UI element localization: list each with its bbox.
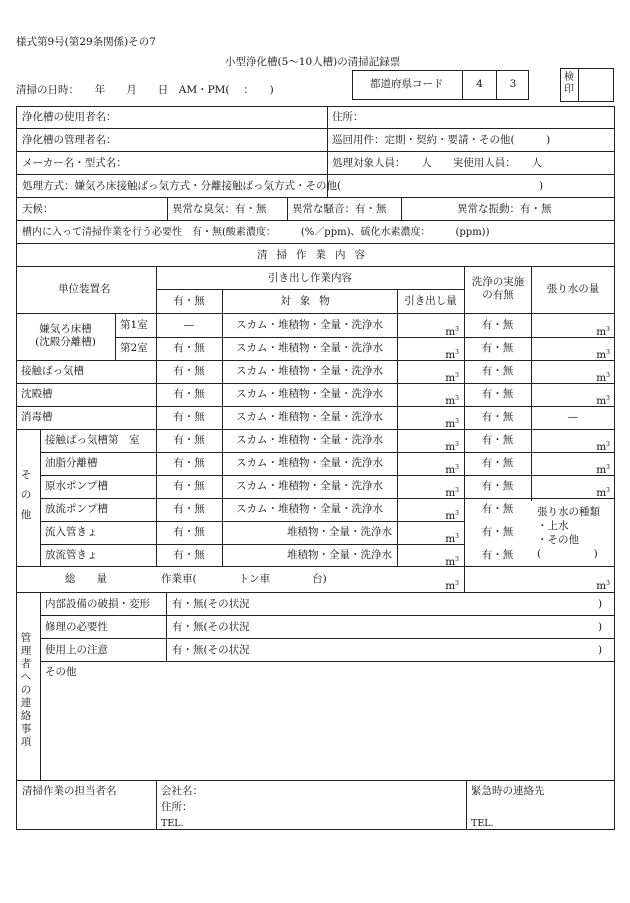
emergency-contact-label: 緊急時の連絡先	[471, 785, 545, 797]
form-id: 様式第9号(第29条関係)その7	[16, 36, 156, 48]
col-fill-header: 張り水の量	[546, 283, 600, 295]
emergency-tel-field[interactable]: TEL.	[471, 818, 494, 829]
row-10-amount-unit[interactable]: $m^3$	[445, 533, 459, 545]
row-4-wash[interactable]: 有・無	[481, 388, 514, 400]
work-truck-field[interactable]: 作業車( トン車 台)	[161, 573, 327, 585]
fill-kind-line-3: ・その他	[537, 534, 579, 546]
row-7-name: 油脂分離槽	[45, 457, 98, 469]
row-11-amount-unit[interactable]: $m^3$	[445, 556, 459, 568]
row-4-fill[interactable]: $m^3$	[596, 395, 610, 407]
notice-row-2-close: )	[598, 621, 603, 633]
row-9-amount-unit[interactable]: $m^3$	[445, 510, 459, 522]
col-amount-header: 引き出し量	[404, 295, 457, 307]
treatment-method-close: )	[539, 180, 544, 192]
seal-label: 検印	[564, 72, 574, 95]
other-group-label: その他	[20, 469, 32, 521]
total-label: 総 量	[65, 573, 107, 585]
cleaning-date-label: 清掃の日時： 年 月 日 AM・PM( ： )	[16, 84, 274, 96]
company-address-field[interactable]: 住所：	[161, 801, 193, 813]
row-2-wash[interactable]: 有・無	[481, 342, 514, 354]
row-8-target[interactable]: スカム・堆積物・全量・洗浄水	[236, 480, 383, 492]
row-6-wash[interactable]: 有・無	[481, 434, 514, 446]
notice-other-label[interactable]: その他	[45, 666, 77, 678]
row-1-sub: 第1室	[120, 319, 148, 331]
row-9-wash[interactable]: 有・無	[481, 503, 514, 515]
row-11-wash[interactable]: 有・無	[481, 549, 514, 561]
row-6-yesno[interactable]: 有・無	[173, 434, 205, 446]
page-title: 小型浄化槽(5～10人槽)の清掃記録票	[225, 56, 401, 68]
row-8-amount-unit[interactable]: $m^3$	[445, 487, 459, 499]
cleaning-person-label: 清掃作業の担当者名	[22, 785, 117, 797]
notice-row-2-value[interactable]: 有・無(その状況	[172, 621, 250, 633]
row-7-amount-unit[interactable]: $m^3$	[445, 464, 459, 476]
row-2-fill[interactable]: $m^3$	[596, 349, 610, 361]
notice-row-3-value[interactable]: 有・無(その状況	[172, 644, 250, 656]
col-wash-header: 洗浄の実施の有無	[471, 276, 525, 301]
odor-field[interactable]: 異常な臭気：有・無	[172, 203, 267, 215]
row-10-yesno[interactable]: 有・無	[173, 526, 205, 538]
row-5-fill[interactable]: —	[567, 411, 579, 423]
col-target-header: 対象物	[280, 295, 339, 307]
row-8-yesno[interactable]: 有・無	[173, 480, 205, 492]
row-3-amount-unit[interactable]: $m^3$	[445, 372, 459, 384]
notice-row-1-value[interactable]: 有・無(その状況	[172, 598, 250, 610]
fill-kind-line-2: ・上水	[537, 520, 569, 532]
work-section-title: 清掃作業内容	[257, 249, 374, 261]
company-tel-field[interactable]: TEL.	[161, 818, 184, 829]
row-3-target[interactable]: スカム・堆積物・全量・洗浄水	[236, 365, 383, 377]
row-5-target[interactable]: スカム・堆積物・全量・洗浄水	[236, 411, 383, 423]
row-6-amount-unit[interactable]: $m^3$	[445, 441, 459, 453]
patrol-reason-field[interactable]: 巡回用件：定期・契約・要請・その他( )	[332, 134, 551, 146]
row-5-amount-unit[interactable]: $m^3$	[445, 418, 459, 430]
row-7-yesno[interactable]: 有・無	[173, 457, 205, 469]
row-9-yesno[interactable]: 有・無	[173, 503, 205, 515]
row-4-target[interactable]: スカム・堆積物・全量・洗浄水	[236, 388, 383, 400]
row-9-name: 放流ポンプ槽	[45, 503, 108, 515]
row-6-fill[interactable]: $m^3$	[596, 441, 610, 453]
total-fill-unit[interactable]: $m^3$	[596, 580, 610, 592]
row-1-target[interactable]: スカム・堆積物・全量・洗浄水	[236, 319, 383, 331]
weather-field[interactable]: 天候：	[22, 203, 54, 215]
address-field[interactable]: 住所：	[332, 111, 364, 123]
notice-group-label: 管理者への連絡事項	[20, 632, 32, 748]
row-8-fill[interactable]: $m^3$	[596, 487, 610, 499]
row-7-wash[interactable]: 有・無	[481, 457, 514, 469]
treatment-method-field[interactable]: 処理方式：嫌気ろ床接触ばっ気方式・分離接触ばっ気方式・その他(	[22, 180, 342, 192]
notice-row-3-close: )	[598, 644, 603, 656]
anaerobic-tank-name: 嫌気ろ床槽	[39, 323, 92, 335]
vibration-field[interactable]: 異常な振動：有・無	[457, 203, 552, 215]
row-3-fill[interactable]: $m^3$	[596, 372, 610, 384]
notice-row-1-label: 内部設備の破損・変形	[45, 598, 150, 610]
noise-field[interactable]: 異常な騒音：有・無	[292, 203, 387, 215]
row-6-target[interactable]: スカム・堆積物・全量・洗浄水	[236, 434, 383, 446]
prefecture-code-digit-1[interactable]: 4	[476, 78, 483, 90]
user-name-field[interactable]: 浄化槽の使用者名：	[22, 111, 117, 123]
row-3-name: 接触ばっ気槽	[21, 365, 84, 377]
fill-kind-line-4: ( )	[537, 548, 598, 560]
prefecture-code-label: 都道府県コード	[370, 78, 444, 90]
row-1-fill[interactable]: $m^3$	[596, 326, 610, 338]
tank-entry-field[interactable]: 槽内に入って清掃作業を行う必要性 有・無(酸素濃度： (%／ppm)、硫化水素濃度： (ppm))	[22, 227, 490, 238]
row-11-target[interactable]: 堆積物・全量・洗浄水	[287, 549, 392, 561]
row-1-amount-unit[interactable]: $m^3$	[445, 326, 459, 338]
row-1-yesno[interactable]: —	[183, 319, 195, 331]
col-unit-header: 単位装置名	[58, 283, 111, 295]
row-4-yesno[interactable]: 有・無	[173, 388, 205, 400]
anaerobic-tank-subname: (沈殿分離槽)	[35, 336, 96, 348]
row-8-name: 原水ポンプ槽	[45, 480, 108, 492]
notice-row-2-label: 修理の必要性	[45, 621, 108, 633]
notice-row-3-label: 使用上の注意	[45, 644, 108, 656]
row-2-target[interactable]: スカム・堆積物・全量・洗浄水	[236, 342, 383, 354]
fill-kind-box[interactable]	[537, 505, 600, 561]
persons-field[interactable]: 処理対象人員： 人 実使用人員： 人	[332, 157, 542, 169]
col-extract-header: 引き出し作業内容	[268, 272, 352, 284]
row-8-wash[interactable]: 有・無	[481, 480, 514, 492]
row-11-yesno[interactable]: 有・無	[173, 549, 205, 561]
row-3-yesno[interactable]: 有・無	[173, 365, 205, 377]
row-10-target[interactable]: 堆積物・全量・洗浄水	[287, 526, 392, 538]
row-5-wash[interactable]: 有・無	[481, 411, 514, 423]
row-10-wash[interactable]: 有・無	[481, 526, 514, 538]
row-6-name: 接触ばっ気槽第 室	[45, 434, 140, 446]
row-1-wash[interactable]: 有・無	[481, 319, 514, 331]
row-11-name: 放流管きょ	[45, 549, 98, 561]
row-5-name: 消毒槽	[21, 411, 53, 423]
col-yesno-header: 有・無	[173, 295, 205, 307]
company-name-field[interactable]: 会社名：	[161, 785, 203, 797]
row-7-target[interactable]: スカム・堆積物・全量・洗浄水	[236, 457, 383, 469]
row-4-amount-unit[interactable]: $m^3$	[445, 395, 459, 407]
row-2-amount-unit[interactable]: $m^3$	[445, 349, 459, 361]
row-10-name: 流入管きょ	[45, 526, 98, 538]
maker-model-field[interactable]: メーカー名・型式名：	[22, 157, 127, 169]
manager-name-field[interactable]: 浄化槽の管理者名：	[22, 134, 117, 146]
total-amount-unit[interactable]: $m^3$	[445, 580, 459, 592]
row-2-sub: 第2室	[120, 342, 148, 354]
row-7-fill[interactable]: $m^3$	[596, 464, 610, 476]
row-2-yesno[interactable]: 有・無	[173, 342, 205, 354]
row-5-yesno[interactable]: 有・無	[173, 411, 205, 423]
notice-row-1-close: )	[598, 598, 603, 610]
row-4-name: 沈殿槽	[21, 388, 53, 400]
prefecture-code-digit-2[interactable]: 3	[509, 78, 517, 90]
row-3-wash[interactable]: 有・無	[481, 365, 514, 377]
row-9-target[interactable]: スカム・堆積物・全量・洗浄水	[236, 503, 383, 515]
fill-kind-line-1: 張り水の種類	[537, 506, 600, 518]
